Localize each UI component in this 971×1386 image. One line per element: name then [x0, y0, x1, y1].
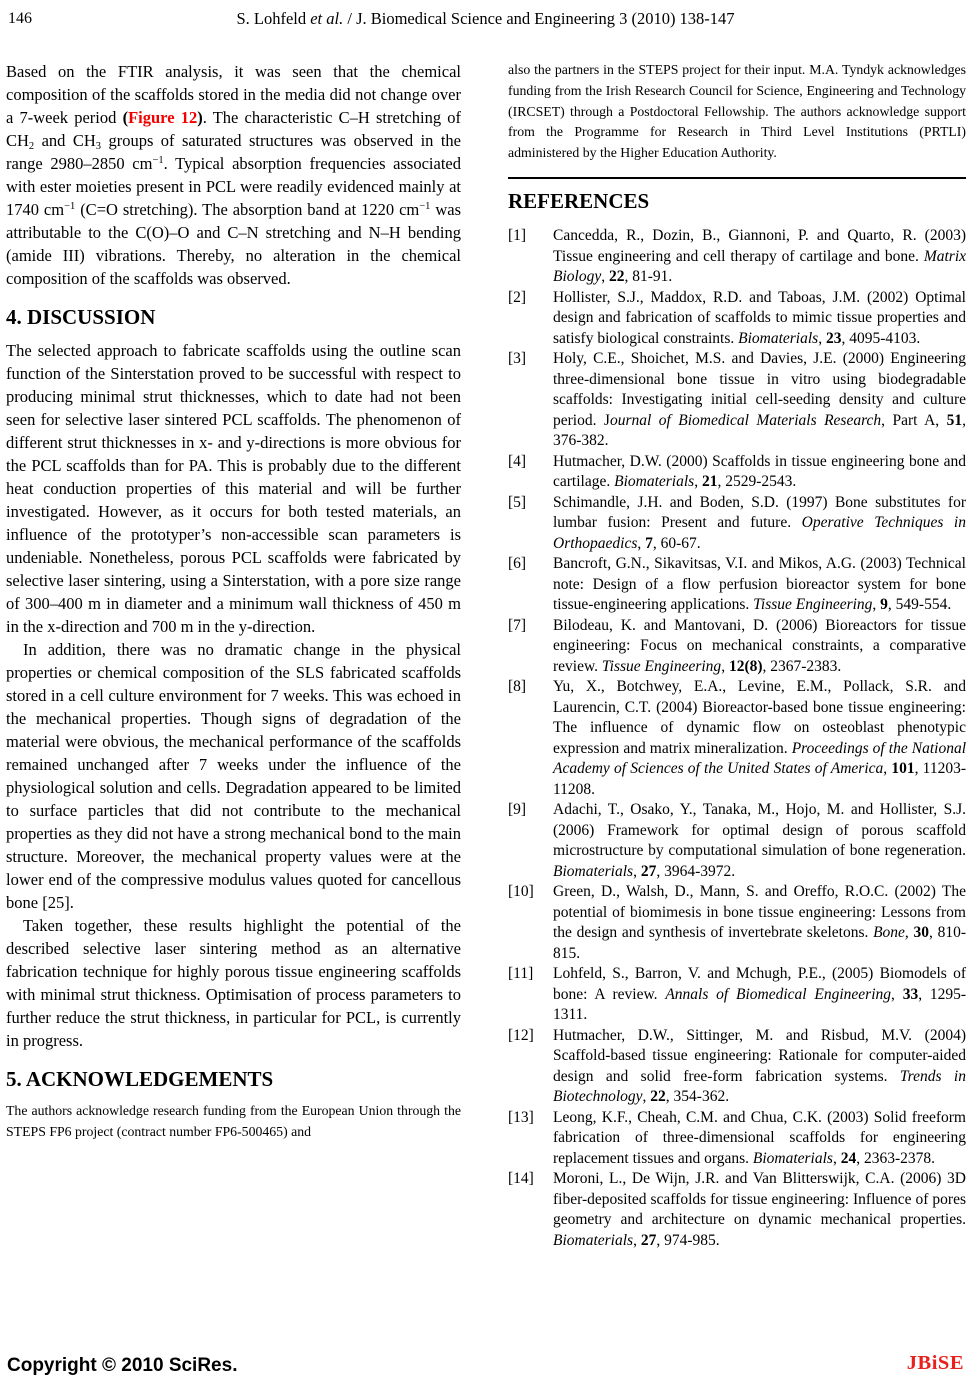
reference-text: Cancedda, R., Dozin, B., Giannoni, P. and Quarto, R. (2003) Tissue engineering and cell therapy of cartilage and bone. Matrix Biology, 22, 81-91.	[553, 227, 966, 286]
figure-12-link[interactable]: Figure 12	[128, 108, 198, 127]
reference-text: Hollister, S.J., Maddox, R.D. and Taboas, J.M. (2002) Optimal design and fabrication of scaffolds to mimic tissue properties and satisfy biological constraints. Biomaterials, 23, 4095-4103.	[553, 288, 966, 347]
reference-label: [2]	[508, 288, 527, 306]
jbise-journal-logo: JBiSE	[906, 1352, 964, 1374]
reference-text: Adachi, T., Osako, Y., Tanaka, M., Hojo, M. and Hollister, S.J. (2006) Framework for optimal design of porous scaffold microstructure by computational simulation of bone regeneration. Biomaterials, 27, 3964-3972.	[553, 801, 966, 880]
ftir-paragraph: Based on the FTIR analysis, it was seen that the chemical composition of the scaffolds stored in the media did not change over a 7-week period (Figure 12). The characteristic C–H stretching of $CH_2$ and $CH_3$ groups of saturated structures was observed in the range 2980–2850 $cm^{-1}$. Typical absorption frequencies associated with ester moieties present in PCL were readily evidenced mainly at 1740 $cm^{-1}$ (C=O stretching). The absorption band at 1220 $cm^{-1}$ was attributable to the C(O)–O and C–N stretching and N–H bending (amide III) vibrations. Thereby, no alteration in the chemical composition of the scaffolds was observed.	[6, 62, 462, 288]
reference-label: [11]	[508, 965, 534, 983]
references-heading: REFERENCES	[508, 189, 650, 214]
references-list	[508, 226, 966, 1251]
acknowledgements-continued: also the partners in the STEPS project for their input. M.A. Tyndyk acknowledges funding from the Irish Research Council for Science, Engineering and Technology (IRCSET) through a Postdoctoral Fellowship. The authors acknowledge support from the Programme for Research in Third Level Institutions (PRTLI) administered by the Higher Education Authority.	[508, 62, 966, 161]
reference-text: Lohfeld, S., Barron, V. and Mchugh, P.E., (2005) Biomodels of bone: A review. Annals of Biomedical Engineering, 33, 1295-1311.	[553, 965, 967, 1024]
right-column	[508, 60, 966, 1251]
reference-label: [14]	[508, 1170, 534, 1188]
reference-item-11	[508, 964, 966, 1026]
reference-text: Hutmacher, D.W., Sittinger, M. and Risbud, M.V. (2004) Scaffold-based tissue engineering: Rationale for computer-aided design and solid free-form fabrication systems. Trends in Biotechnology, 22, 354-362.	[553, 1026, 966, 1106]
page-header	[0, 9, 971, 33]
reference-item-12	[508, 1026, 966, 1108]
references-divider-rule	[508, 177, 966, 180]
reference-label: [3]	[508, 350, 527, 368]
reference-item-4	[508, 452, 966, 493]
acknowledgements-paragraph: The authors acknowledge research funding from the European Union through the STEPS FP6 project (contract number FP6-500465) and	[6, 1103, 461, 1139]
left-column	[6, 60, 461, 1251]
reference-label: [8]	[508, 678, 527, 696]
reference-item-7	[508, 616, 966, 678]
reference-item-10	[508, 882, 966, 964]
page-number: 146	[8, 10, 32, 27]
reference-item-9	[508, 800, 966, 882]
discussion-paragraph-3: Taken together, these results highlight the potential of the described selective laser sintering method as an alternative fabrication technique for highly porous tissue engineering scaffolds with minimal strut thickness. Optimisation of process parameters to further reduce the strut thickness, in particular for PCL, is currently in progress.	[6, 916, 461, 1050]
reference-text: Holy, C.E., Shoichet, M.S. and Davies, J.E. (2000) Engineering three-dimensional bone tissue in vitro using biodegradable scaffolds: Investigating initial cell-seeding density and culture period. Journal of Biomedical Materials Research, Part A, 51, 376-382.	[553, 350, 966, 450]
reference-item-8	[508, 677, 966, 800]
reference-label: [7]	[508, 616, 527, 634]
copyright-notice: Copyright © 2010 SciRes.	[7, 1355, 238, 1376]
reference-item-14	[508, 1169, 966, 1251]
discussion-heading: 4. DISCUSSION	[6, 305, 156, 329]
reference-label: [12]	[508, 1026, 534, 1044]
reference-text: Bancroft, G.N., Sikavitsas, V.I. and Mikos, A.G. (2003) Technical note: Design of a flow perfusion bioreactor system for bone tissue-engineering applications. Tissue Engineering, 9, 549-554.	[553, 555, 966, 614]
reference-text: Leong, K.F., Cheah, C.M. and Chua, C.K. (2003) Solid freeform fabrication of three-dimensional scaffolds for engineering replacement tissues and organs. Biomaterials, 24, 2363-2378.	[553, 1108, 966, 1167]
reference-label: [13]	[508, 1108, 534, 1126]
two-column-body	[6, 60, 966, 1251]
reference-label: [9]	[508, 801, 527, 819]
reference-text: Bilodeau, K. and Mantovani, D. (2006) Bioreactors for tissue engineering: Focus on mechanical constraints, a comparative review. Tissue Engineering, 12(8), 2367-2383.	[553, 616, 966, 675]
reference-item-1	[508, 226, 966, 288]
reference-text: Schimandle, J.H. and Boden, S.D. (1997) Bone substitutes for lumbar fusion: Present and future. Operative Techniques in Orthopaedics, 7, 60-67.	[553, 493, 966, 552]
reference-item-13	[508, 1108, 966, 1170]
reference-label: [6]	[508, 555, 527, 573]
reference-text: Hutmacher, D.W. (2000) Scaffolds in tissue engineering bone and cartilage. Biomaterials, 21, 2529-2543.	[553, 452, 966, 491]
reference-label: [4]	[508, 452, 527, 470]
page-footer	[7, 1352, 964, 1382]
discussion-paragraph-2: In addition, there was no dramatic change in the physical properties or chemical composition of the SLS fabricated scaffolds stored in a cell culture environment for 7 weeks. This was echoed in the mechanical properties. Though signs of degradation of the material were obvious, the mechanical performance of the scaffolds remained unchanged after 7 weeks under the influence of the physiological solution and cells. Degradation appeared to be limited to surface particles that did not contribute to the mechanical properties as they did not have a strong mechanical bond to the main structure. Moreover, the mechanical property values were at the lower end of the compressive modulus values quoted for cancellous bone [25].	[6, 640, 461, 912]
reference-item-5	[508, 493, 966, 555]
reference-item-3	[508, 349, 966, 452]
acknowledgements-heading: 5. ACKNOWLEDGEMENTS	[6, 1067, 274, 1091]
reference-item-6	[508, 554, 966, 616]
reference-label: [10]	[508, 883, 534, 901]
reference-text: Green, D., Walsh, D., Mann, S. and Oreffo, R.O.C. (2002) The potential of biomimesis in bone tissue engineering: Lessons from the design and synthesis of invertebrate skeletons. Bone, 30, 810-815.	[553, 883, 967, 962]
reference-item-2	[508, 288, 966, 350]
reference-label: [1]	[508, 227, 527, 245]
reference-text: Moroni, L., De Wijn, J.R. and Van Blitterswijk, C.A. (2006) 3D fiber-deposited scaffolds for tissue engineering: Influence of pores geometry and architecture on dynamic mechanical properties. Biomaterials, 27, 974-985.	[553, 1170, 966, 1249]
reference-text: Yu, X., Botchwey, E.A., Levine, E.M., Pollack, S.R. and Laurencin, C.T. (2004) Bioreactor-based bone tissue engineering: The influence of dynamic flow on osteoblast phenotypic expression and matrix mineralization. Proceedings of the National Academy of Sciences of the United States of America, 101, 11203-11208.	[553, 678, 967, 798]
discussion-paragraph-1: The selected approach to fabricate scaffolds using the outline scan function of the Sinterstation proved to be successful with respect to producing minimal strut thicknesses, which to date had not been seen for selective laser sintered PCL scaffolds. The phenomenon of different strut thicknesses in x- and y-directions is more obvious for the PCL scaffolds than for PA. This is probably due to the different heat conduction properties of this material and will be further investigated. However, as it occurs for both tested materials, an influence of the prototyper’s non-accessible scan parameters is undeniable. Nonetheless, porous PCL scaffolds were fabricated by selective laser sintering, using a Sinterstation, with a pore size range of 300–400 m in diameter and a minimum wall thickness of 450 m in the x-direction and 700 m in the y-direction.	[6, 341, 461, 636]
reference-label: [5]	[508, 493, 527, 511]
running-title: S. Lohfeld et al. / J. Biomedical Science and Engineering 3 (2010) 138-147	[236, 9, 735, 28]
